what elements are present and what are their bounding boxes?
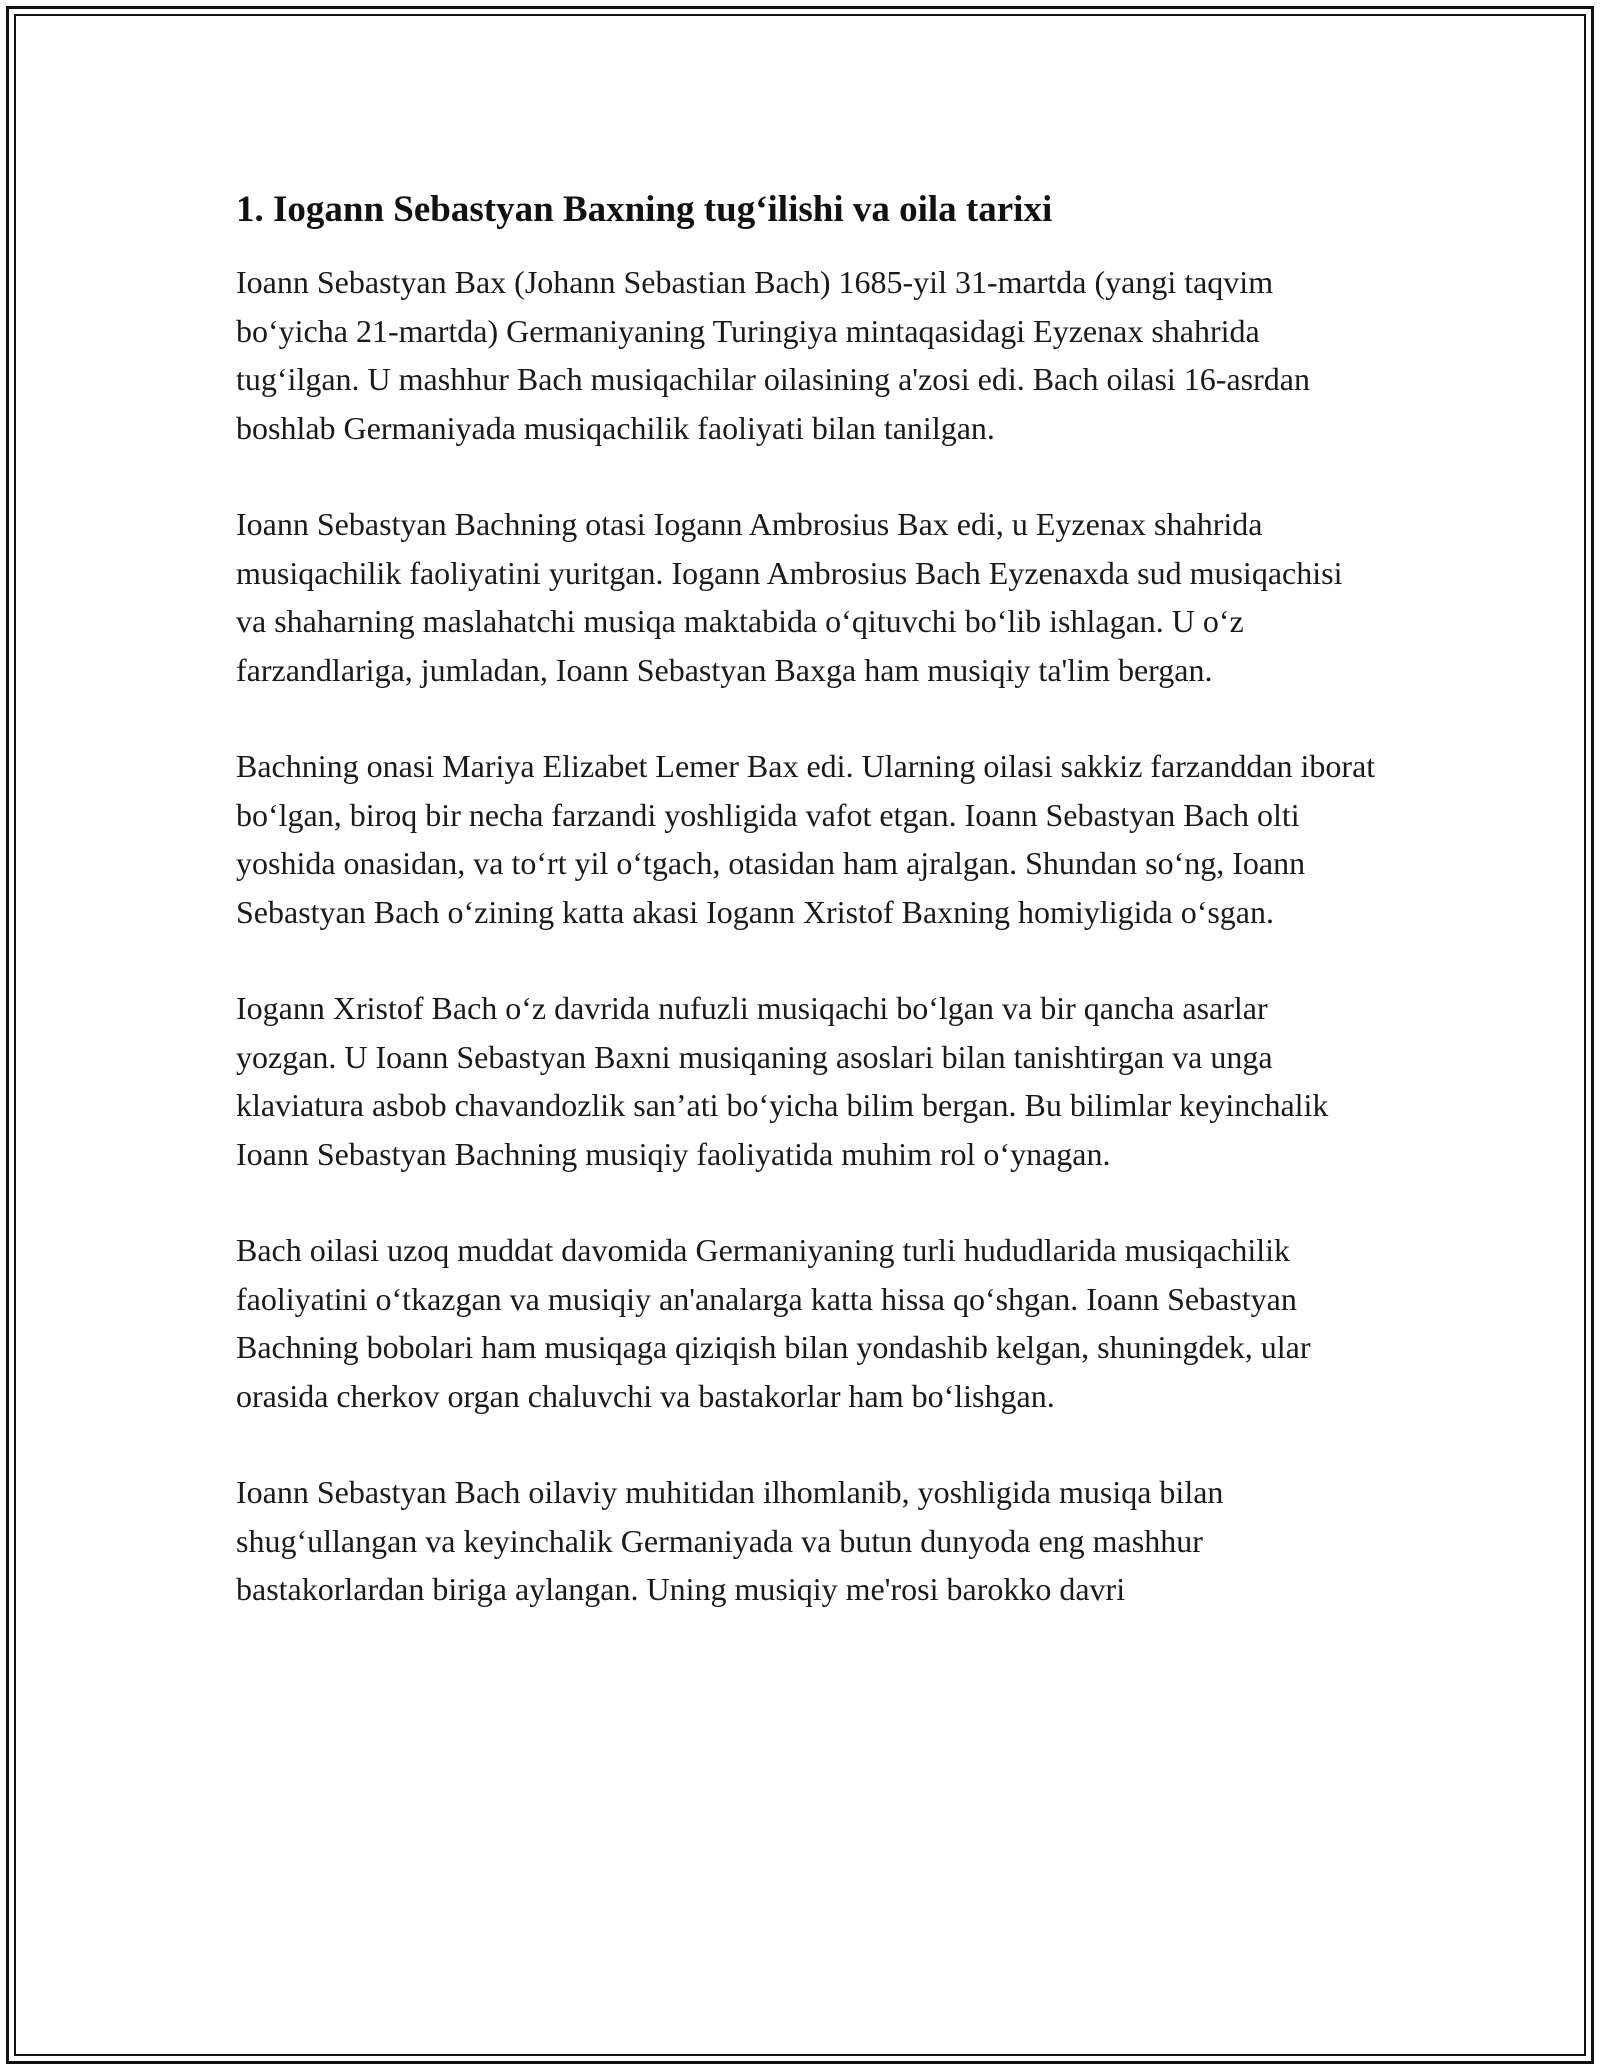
paragraph-father: Ioann Sebastyan Bachning otasi Iogann Ambrosius Bax edi, u Eyzenax shahrida musiqachilik faoliyatini yuritgan. Iogann Ambrosius Bach Eyzenaxda sud musiqachisi va shaharning maslahatchi musiqa maktabida o‘qituvchi bo‘lib ishlagan. U o‘z farzandlariga, jumladan, Ioann Sebastyan Baxga ham musiqiy ta'lim bergan. bbox=[236, 506, 1343, 688]
paragraph-mother: Bachning onasi Mariya Elizabet Lemer Bax edi. Ularning oilasi sakkiz farzanddan iborat bo‘lgan, biroq bir necha farzandi yoshligida vafot etgan. Ioann Sebastyan Bach olti yoshida onasidan, va to‘rt yil o‘tgach, otasidan ham ajralgan. Shundan so‘ng, Ioann Sebastyan Bach o‘zining katta akasi Iogann Xristof Baxning homiyligida o‘sgan. bbox=[236, 748, 1376, 930]
section-heading: 1. Iogann Sebastyan Baxning tug‘ilishi va oila tarixi bbox=[236, 189, 1053, 230]
paragraph-legacy: Ioann Sebastyan Bach oilaviy muhitidan ilhomlanib, yoshligida musiqa bilan shug‘ullangan va keyinchalik Germaniyada va butun dunyoda eng mashhur bastakorlardan biriga aylangan. Uning musiqiy me'rosi barokko davri bbox=[236, 1474, 1224, 1607]
paragraph-brother: Iogann Xristof Bach o‘z davrida nufuzli musiqachi bo‘lgan va bir qancha asarlar yozgan. U Ioann Sebastyan Baxni musiqaning asoslari bilan tanishtirgan va unga klaviatura asbob chavandozlik san’ati bo‘yicha bilim bergan. Bu bilimlar keyinchalik Ioann Sebastyan Bachning musiqiy faoliyatida muhim rol o‘ynagan. bbox=[236, 990, 1329, 1172]
document-body bbox=[236, 186, 1376, 1662]
paragraph-birth: Ioann Sebastyan Bax (Johann Sebastian Bach) 1685-yil 31-martda (yangi taqvim bo‘yicha 21-martda) Germaniyaning Turingiya mintaqasidagi Eyzenax shahrida tug‘ilgan. U mashhur Bach musiqachilar oilasining a'zosi edi. Bach oilasi 16-asrdan boshlab Germaniyada musiqachilik faoliyati bilan tanilgan. bbox=[236, 264, 1310, 446]
paragraph-family-tradition: Bach oilasi uzoq muddat davomida Germaniyaning turli hududlarida musiqachilik faoliyatini o‘tkazgan va musiqiy an'analarga katta hissa qo‘shgan. Ioann Sebastyan Bachning bobolari ham musiqaga qiziqish bilan yondashib kelgan, shuningdek, ular orasida cherkov organ chaluvchi va bastakorlar ham bo‘lishgan. bbox=[236, 1232, 1311, 1414]
